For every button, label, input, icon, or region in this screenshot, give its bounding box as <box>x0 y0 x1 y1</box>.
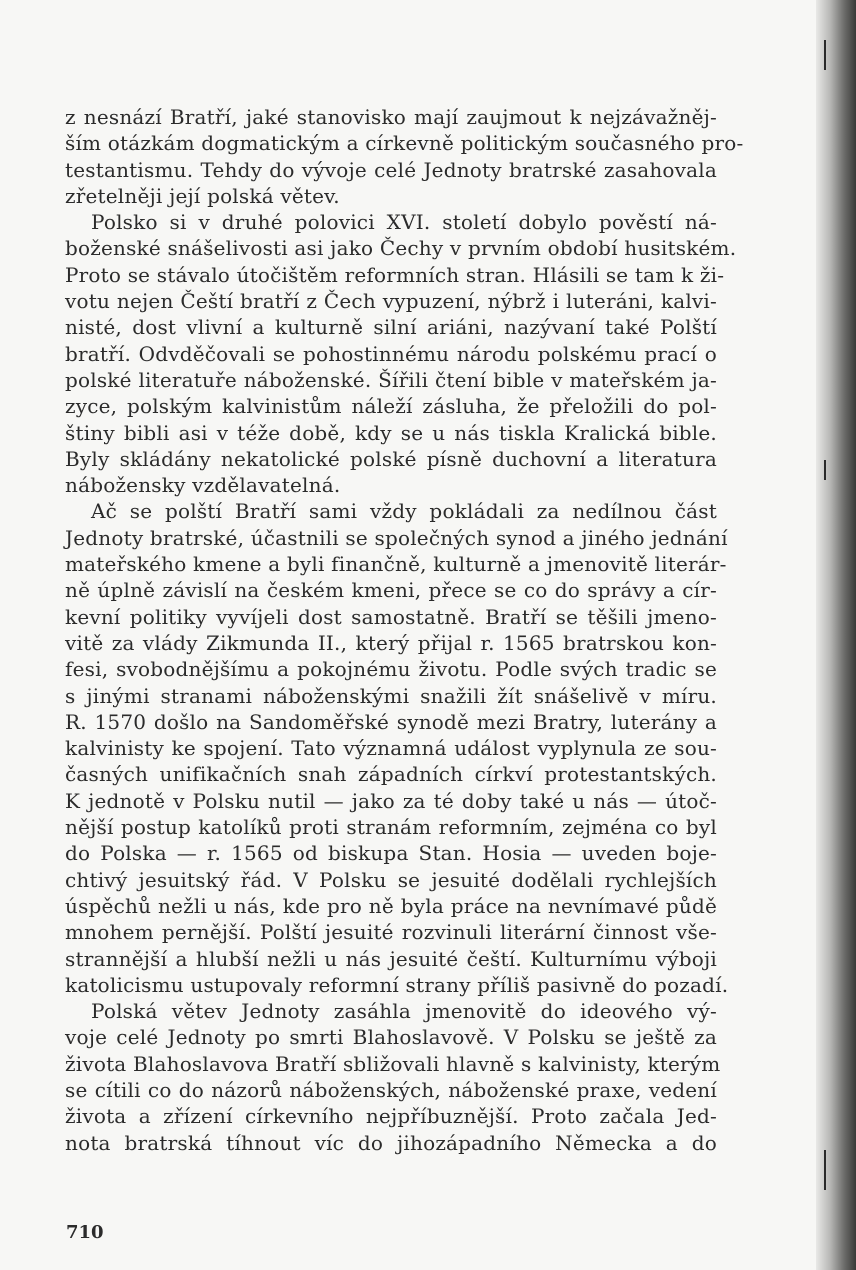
text-line: bratří. Odvděčovali se pohostinnému národu polskému prací o <box>65 341 717 366</box>
text-line: ším otázkám dogmatickým a církevně politickým současného pro- <box>65 131 744 156</box>
edge-mark <box>824 40 826 70</box>
text-line: zřetelněji její polská větev. <box>65 183 340 208</box>
text-line: Proto se stávalo útočištěm reformních stran. Hlásili se tam k ži- <box>65 262 725 287</box>
text-line: votu nejen Čeští bratří z Čech vypuzení, nýbrž i luteráni, kalvi- <box>65 289 717 314</box>
page-number: 710 <box>66 1222 104 1243</box>
text-line: boženské snášelivosti asi jako Čechy v prvním období husitském. <box>65 236 737 261</box>
text-line: úspěchů nežli u nás, kde pro ně byla práce na nevnímavé půdě <box>65 893 717 918</box>
text-line: z nesnází Bratří, jaké stanovisko mají zaujmout k nejzávažněj- <box>65 105 717 129</box>
text-line: kevní politiky vyvíjeli dost samostatně. Bratří se těšili jmeno- <box>65 604 717 629</box>
text-line: strannější a hlubší nežli u nás jesuité čeští. Kulturnímu výboji <box>65 946 717 971</box>
text-line: kalvinisty ke spojení. Tato významná událost vyplynula ze sou- <box>65 736 717 761</box>
text-line: nisté, dost vlivní a kulturně silní ariáni, nazývaní také Polští <box>65 315 717 340</box>
text-line: života Blahoslavova Bratří sbližovali hlavně s kalvinisty, kterým <box>65 1051 721 1076</box>
text-line: nota bratrská tíhnout víc do jihozápadního Německa a do <box>65 1130 717 1155</box>
text-line: katolicismu ustupovaly reformní strany příliš pasivně do pozadí. <box>65 972 729 997</box>
text-line: polské literatuře náboženské. Šířili čtení bible v mateřském ja- <box>65 367 717 392</box>
text-line: nábožensky vzdělavatelná. <box>65 473 341 498</box>
text-line: se cítili co do názorů náboženských, náboženské praxe, vedení <box>65 1077 717 1102</box>
text-line: fesi, svobodnějšímu a pokojnému životu. Podle svých tradic se <box>65 657 717 682</box>
text-line: do Polska — r. 1565 od biskupa Stan. Hosia — uveden boje- <box>65 841 717 866</box>
text-line: testantismu. Tehdy do vývoje celé Jednoty bratrské zasahovala <box>65 157 717 182</box>
text-line: Polská větev Jednoty zasáhla jmenovitě do ideového vý- <box>91 999 717 1024</box>
body-text <box>65 104 744 1156</box>
text-line: Ač se polští Bratří sami vždy pokládali za nedílnou část <box>91 499 717 524</box>
text-line: štiny bibli asi v téže době, kdy se u nás tiskla Kralická bible. <box>65 420 717 445</box>
text-line: časných unifikačních snah západních církví protestantských. <box>65 762 717 787</box>
text-line: Polsko si v druhé polovici XVI. století dobylo pověstí ná- <box>91 210 717 235</box>
page-edge-shadow <box>816 0 856 1270</box>
edge-mark <box>824 1150 826 1190</box>
text-line: voje celé Jednoty po smrti Blahoslavově. V Polsku se ještě za <box>65 1025 717 1050</box>
text-line: s jinými stranami náboženskými snažili žít snášelivě v míru. <box>65 683 717 708</box>
text-line: Jednoty bratrské, účastnili se společných synod a jiného jednání <box>65 525 728 550</box>
text-line: zyce, polským kalvinistům náleží zásluha, že přeložili do pol- <box>65 394 717 419</box>
text-line: ně úplně závislí na českém kmeni, přece se co do správy a cír- <box>65 578 717 603</box>
text-line: života a zřízení církevního nejpříbuznější. Proto začala Jed- <box>65 1104 717 1129</box>
text-line: chtivý jesuitský řád. V Polsku se jesuité dodělali rychlejších <box>65 867 717 892</box>
text-line: mateřského kmene a byli finančně, kulturně a jmenovitě literár- <box>65 552 727 577</box>
text-line: K jednotě v Polsku nutil — jako za té doby také u nás — útoč- <box>65 788 717 813</box>
text-line: mnohem pernější. Polští jesuité rozvinuli literární činnost vše- <box>65 920 717 945</box>
edge-mark <box>824 460 826 480</box>
text-line: nější postup katolíků proti stranám reformním, zejména co byl <box>65 815 717 840</box>
text-line: vitě za vlády Zikmunda II., který přijal r. 1565 bratrskou kon- <box>65 630 717 655</box>
text-line: R. 1570 došlo na Sandoměřské synodě mezi Bratry, luterány a <box>65 709 717 734</box>
text-line: Byly skládány nekatolické polské písně duchovní a literatura <box>65 446 717 471</box>
